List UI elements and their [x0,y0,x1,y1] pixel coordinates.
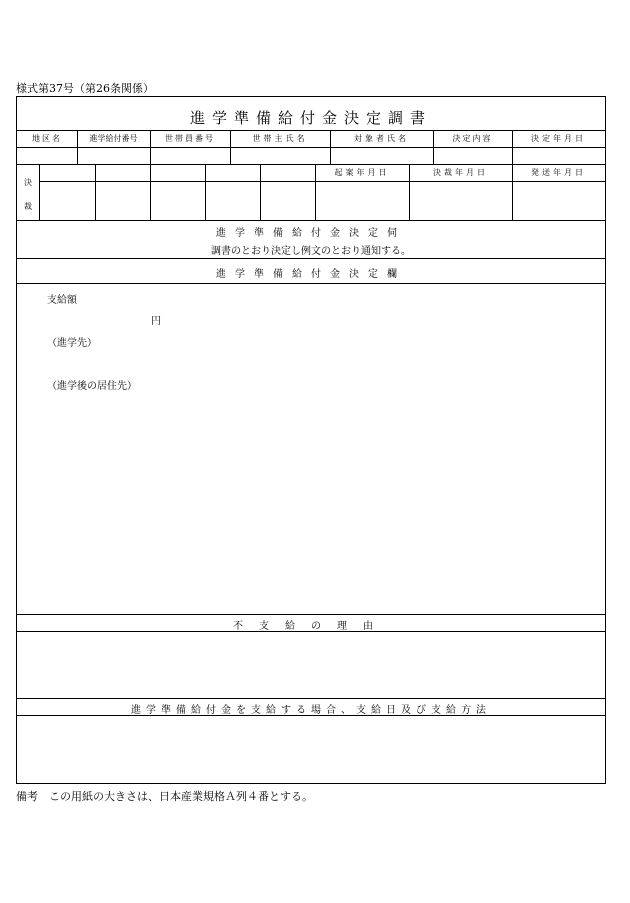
rule [17,147,605,148]
form-number: 様式第37号（第26条関係） [16,82,154,95]
rule [205,164,206,220]
rule [39,164,40,220]
rule [95,164,96,220]
ketsusai-label-2: 裁 [24,202,32,211]
form-title: 進学準備給付金決定調書 [189,109,432,127]
header-decision-content: 決定内容 [452,134,493,143]
rule [17,614,605,615]
header-member-number: 世帯員番号 [165,134,215,143]
rule [17,130,605,131]
school-label: （進学先） [47,338,97,349]
rule [260,164,261,220]
rule [39,181,330,182]
header-decision-date: 決定年月日 [531,134,586,143]
rule [17,164,605,165]
decision-field-heading: 進学準備給付金決定欄 [216,269,406,280]
yen-label: 円 [151,316,161,327]
header-subject-name: 対象者氏名 [354,134,409,143]
rule [17,220,605,221]
form-frame [16,96,606,784]
rule [17,283,605,284]
rule [17,258,605,259]
header-advancement-number: 進学給付番号 [89,134,138,143]
rule [150,164,151,220]
sent-date-label: 発送年月日 [531,168,586,177]
amount-label: 支給額 [47,295,77,306]
inquiry-text: 調書のとおり決定し例文のとおり通知する。 [211,246,411,257]
approved-date-label: 決裁年月日 [433,168,488,177]
footnote: 備考 この用紙の大きさは、日本産業規格Ａ列４番とする。 [16,790,313,803]
residence-label: （進学後の居住先） [47,381,137,392]
ketsusai-label-1: 決 [24,178,32,187]
rule [315,181,605,182]
header-area-name: 地区名 [32,134,62,143]
non-payment-reason-heading: 不支給の理由 [233,621,389,632]
rule [17,698,605,699]
header-householder-name: 世帯主氏名 [252,134,308,143]
drafted-date-label: 起案年月日 [334,168,390,177]
inquiry-heading: 進学準備給付金決定伺 [216,228,406,239]
payment-method-heading: 進学準備給付金を支給する場合、支給日及び支給方法 [131,705,491,716]
